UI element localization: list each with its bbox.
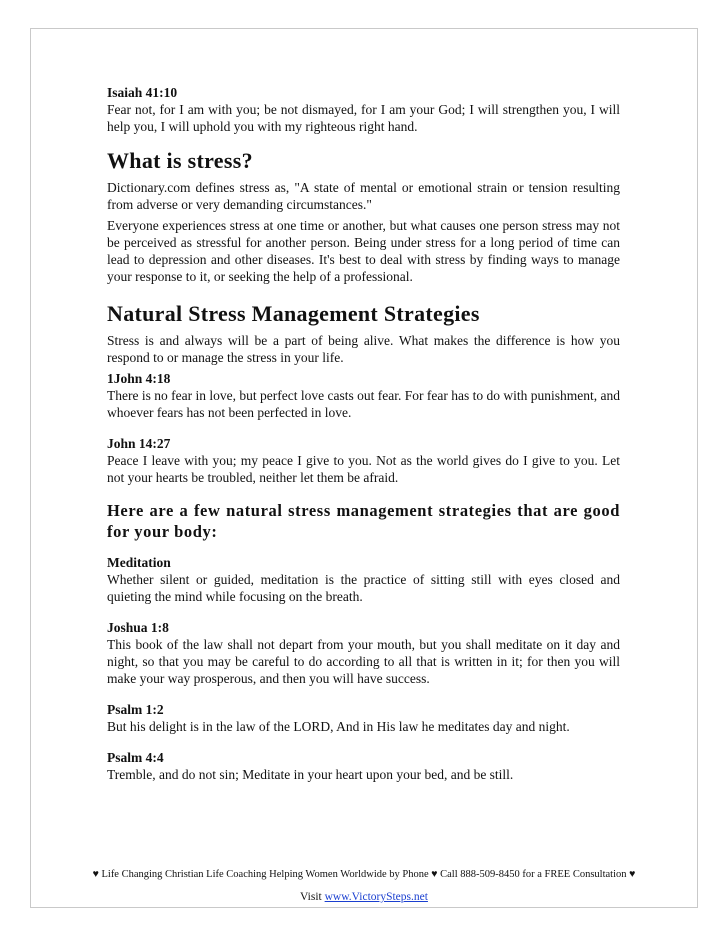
verse-1john-4-18 [107, 371, 620, 421]
stress-explanation-paragraph: Everyone experiences stress at one time or another, but what causes one person stress may not be perceived as stressful for another person. Being under stress for a long period of time can lead to depression and other diseases. It's best to deal with stress by finding ways to manage your response to it, or seeking the help of a professional. [107, 218, 620, 284]
heading-what-is-stress: What is stress? [107, 148, 253, 173]
verse-isaiah-41-10 [107, 85, 620, 135]
verse-text: But his delight is in the law of the LORD, And in His law he meditates day and night. [107, 719, 570, 734]
verse-text: Fear not, for I am with you; be not dismayed, for I am your God; I will strengthen you, I will help you, I will uphold you with my righteous right hand. [107, 102, 620, 134]
verse-text: Peace I leave with you; my peace I give to you. Not as the world gives do I give to you. Let not your hearts be troubled, neither let them be afraid. [107, 453, 620, 485]
verse-reference: 1John 4:18 [107, 371, 171, 386]
verse-text: Tremble, and do not sin; Meditate in your heart upon your bed, and be still. [107, 767, 514, 782]
section-title: Meditation [107, 555, 171, 570]
verse-reference: Joshua 1:8 [107, 620, 169, 635]
document-body [107, 85, 620, 783]
verse-psalm-1-2 [107, 702, 620, 735]
visit-label: Visit [300, 891, 322, 903]
meditation-section [107, 555, 620, 605]
footer-visit [0, 890, 728, 905]
definition-paragraph: Dictionary.com defines stress as, "A state of mental or emotional strain or tension resulting from adverse or very demanding circumstances." [107, 180, 620, 212]
strategies-intro-paragraph: Stress is and always will be a part of being alive. What makes the difference is how you respond to or manage the stress in your life. [107, 333, 620, 365]
verse-reference: Psalm 4:4 [107, 750, 164, 765]
heading-natural-strategies: Natural Stress Management Strategies [107, 301, 480, 326]
verse-reference: Psalm 1:2 [107, 702, 164, 717]
verse-john-14-27 [107, 436, 620, 486]
footer-tagline: ♥ Life Changing Christian Life Coaching Helping Women Worldwide by Phone ♥ Call 888-509-8450 for a FREE Consultation ♥ [92, 869, 636, 880]
verse-text: This book of the law shall not depart from your mouth, but you shall meditate on it day and night, so that you may be careful to do according to all that is written in it; for then you will make your way prosperous, and then you will have success. [107, 637, 620, 686]
verse-text: There is no fear in love, but perfect love casts out fear. For fear has to do with punishment, and whoever fears has not been perfected in love. [107, 388, 620, 420]
verse-reference: Isaiah 41:10 [107, 85, 178, 100]
subheading-strategies-list: Here are a few natural stress management strategies that are good for your body: [107, 501, 620, 541]
verse-psalm-4-4 [107, 750, 620, 783]
section-text: Whether silent or guided, meditation is the practice of sitting still with eyes closed and quieting the mind while focusing on the breath. [107, 572, 620, 604]
verse-reference: John 14:27 [107, 436, 171, 451]
verse-joshua-1-8 [107, 620, 620, 687]
website-link[interactable]: www.VictorySteps.net [324, 891, 428, 903]
